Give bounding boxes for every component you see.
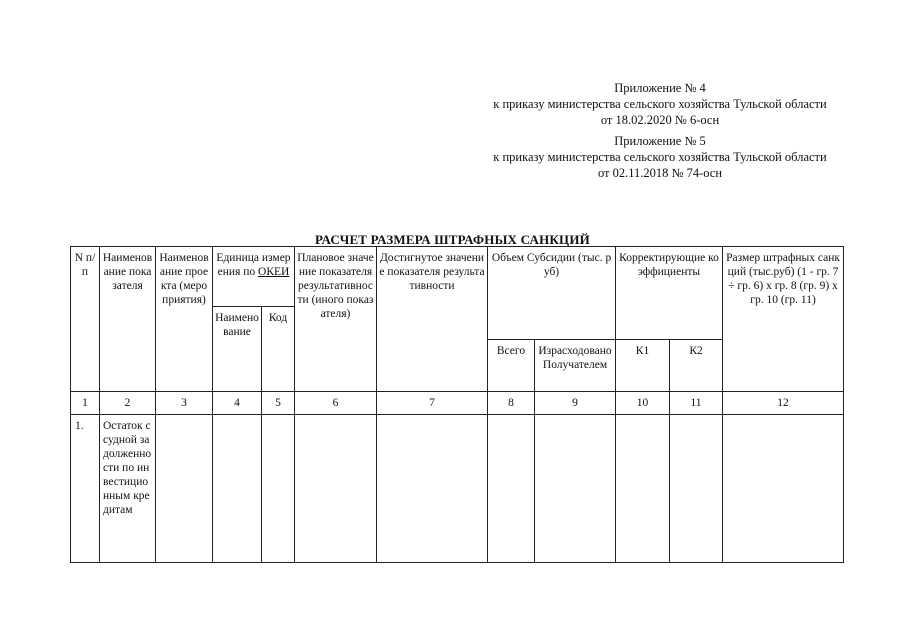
column-number: 6 [295, 392, 377, 415]
column-number: 4 [213, 392, 262, 415]
column-number: 5 [262, 392, 295, 415]
header-coefficients: Корректирующие коэффициенты [616, 247, 723, 340]
header-planned: Плановое значение показателя результативности (иного показателя) [295, 247, 377, 392]
row-indicator-cell: Остаток ссудной задолженности по инвестиционным кредитам [100, 415, 156, 563]
row-unit-name-cell [213, 415, 262, 563]
row-subsidy-spent-cell [535, 415, 616, 563]
appendix-5-order: к приказу министерства сельского хозяйства Тульской области [493, 150, 827, 164]
column-number: 8 [488, 392, 535, 415]
header-k1: К1 [616, 340, 670, 392]
column-number: 7 [377, 392, 488, 415]
column-number: 11 [670, 392, 723, 415]
appendix-5-date: от 02.11.2018 № 74-осн [597, 166, 723, 180]
row-num-cell: 1. [71, 415, 100, 563]
column-number: 10 [616, 392, 670, 415]
row-subsidy-total-cell [488, 415, 535, 563]
header-unit-prefix: Единица измерения по [216, 252, 291, 278]
header-subsidy-spent: Израсходовано Получателем [535, 340, 616, 392]
appendix-4-date: от 18.02.2020 № 6-осн [600, 113, 720, 127]
appendix-4-title: Приложение № 4 [614, 81, 706, 95]
row-penalty-cell [723, 415, 844, 563]
header-row-1 [71, 247, 844, 307]
header-unit [213, 247, 295, 307]
row-k2-cell [670, 415, 723, 563]
appendix-4-block [470, 80, 850, 128]
header-indicator-name: Наименование показателя [100, 247, 156, 392]
header-subsidy-total: Всего [488, 340, 535, 392]
row-planned-cell [295, 415, 377, 563]
column-number: 1 [71, 392, 100, 415]
header-unit-code: Код [262, 307, 295, 392]
table-row [71, 415, 844, 563]
row-project-cell [156, 415, 213, 563]
column-number-row [71, 392, 844, 415]
column-number: 9 [535, 392, 616, 415]
appendix-5-title: Приложение № 5 [614, 134, 706, 148]
header-unit-okei: ОКЕИ [258, 266, 290, 278]
row-unit-code-cell [262, 415, 295, 563]
column-number: 2 [100, 392, 156, 415]
row-k1-cell [616, 415, 670, 563]
column-number: 3 [156, 392, 213, 415]
sanctions-table [70, 246, 844, 563]
header-k2: К2 [670, 340, 723, 392]
header-subsidy: Объем Субсидии (тыс. руб) [488, 247, 616, 340]
header-achieved: Достигнутое значение показателя результативности [377, 247, 488, 392]
header-penalty: Размер штрафных санкций (тыс.руб) (1 - гр. 7 ÷ гр. 6) x гр. 8 (гр. 9) x гр. 10 (гр. 11) [723, 247, 844, 392]
appendix-5-block [470, 133, 850, 181]
header-project-name: Наименование проекта (мероприятия) [156, 247, 213, 392]
appendix-4-order: к приказу министерства сельского хозяйства Тульской области [493, 97, 827, 111]
column-number: 12 [723, 392, 844, 415]
header-num: N п/п [71, 247, 100, 392]
row-achieved-cell [377, 415, 488, 563]
header-unit-name: Наименование [213, 307, 262, 392]
document-title: РАСЧЕТ РАЗМЕРА ШТРАФНЫХ САНКЦИЙ [315, 232, 590, 247]
